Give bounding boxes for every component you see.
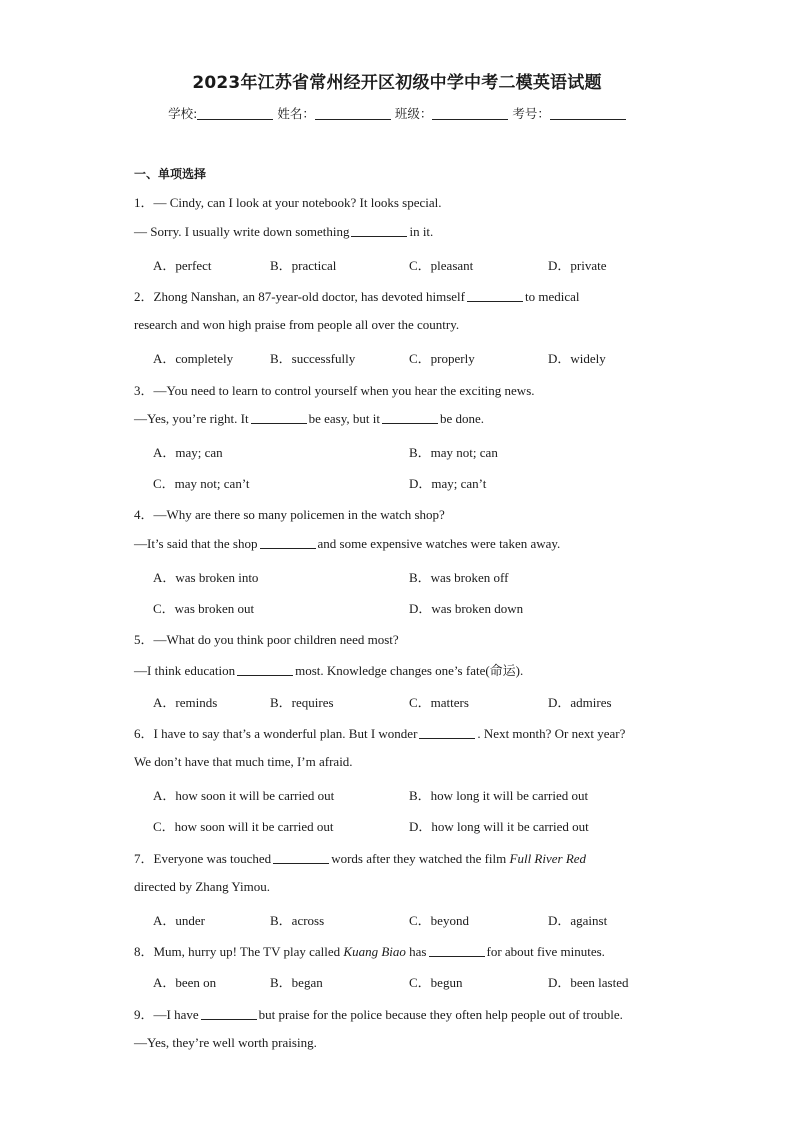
stem-text: 6．I have to say that’s a wonderful plan. But I wonder xyxy=(134,726,418,741)
option-a[interactable]: A．may; can xyxy=(153,445,223,460)
stem-text: —It’s said that the shop xyxy=(134,536,258,551)
school-field xyxy=(168,104,273,122)
option-a[interactable]: A．perfect xyxy=(153,258,212,273)
stem-text: for about five minutes. xyxy=(486,944,605,959)
question-2-stem-cont xyxy=(134,317,459,333)
stem-text: be easy, but it xyxy=(308,411,380,426)
page-title: 2023年江苏省常州经开区初级中学中考二模英语试题 xyxy=(192,73,602,93)
stem-text: 7．Everyone was touched xyxy=(134,851,272,866)
question-6-stem xyxy=(134,723,625,742)
option-a[interactable]: A．how soon it will be carried out xyxy=(153,788,335,803)
option-b[interactable]: B．across xyxy=(270,913,325,928)
option-a[interactable]: A．reminds xyxy=(153,695,218,710)
answer-blank[interactable] xyxy=(382,412,438,424)
option-d[interactable]: D．against xyxy=(548,913,608,928)
stem-text: has xyxy=(409,944,427,959)
answer-blank[interactable] xyxy=(419,727,475,739)
stem-text: 8．Mum, hurry up! The TV play called xyxy=(134,944,341,959)
stem-text: words after they watched the film xyxy=(331,851,507,866)
class-label: 班级： xyxy=(394,106,433,121)
answer-blank[interactable] xyxy=(467,290,523,302)
answer-blank[interactable] xyxy=(429,945,485,957)
stem-text: 5．—What do you think poor children need most? xyxy=(134,632,399,647)
option-d[interactable]: D．how long will it be carried out xyxy=(409,819,589,834)
option-a[interactable]: A．was broken into xyxy=(153,570,259,585)
question-4-reply xyxy=(134,536,560,552)
question-3-reply xyxy=(134,411,484,427)
option-b[interactable]: B．practical xyxy=(270,258,337,273)
stem-text: be done. xyxy=(439,411,485,426)
option-c[interactable]: C．how soon will it be carried out xyxy=(153,819,334,834)
option-d[interactable]: D．widely xyxy=(548,351,606,366)
option-c[interactable]: C．begun xyxy=(409,975,463,990)
stem-text: 9．—I have xyxy=(134,1007,199,1022)
stem-text: 3．—You need to learn to control yourself when you hear the exciting news. xyxy=(134,383,535,398)
stem-text: . Next month? Or next year? xyxy=(477,726,626,741)
question-7-stem-cont xyxy=(134,879,270,895)
option-c[interactable]: C．properly xyxy=(409,351,475,366)
stem-text: 2．Zhong Nanshan, an 87-year-old doctor, has devoted himself xyxy=(134,289,465,304)
question-1-reply xyxy=(134,224,433,240)
question-9-stem xyxy=(134,1004,623,1023)
class-blank[interactable] xyxy=(432,107,508,120)
stem-text: —I think education xyxy=(134,663,236,678)
option-b[interactable]: B．successfully xyxy=(270,351,356,366)
exam-number-blank[interactable] xyxy=(550,107,626,120)
stem-text: research and won high praise from people all over the country. xyxy=(134,317,460,332)
question-5-stem xyxy=(134,629,399,648)
stem-text: — Sorry. I usually write down something xyxy=(134,224,350,239)
option-c[interactable]: C．beyond xyxy=(409,913,469,928)
stem-text: We don’t have that much time, I’m afraid. xyxy=(134,754,353,769)
question-3-stem xyxy=(134,380,535,399)
option-c[interactable]: C．may not; can’t xyxy=(153,476,250,491)
school-label: 学校: xyxy=(168,106,198,121)
option-b[interactable]: B．requires xyxy=(270,695,334,710)
stem-text: 4．—Why are there so many policemen in the watch shop? xyxy=(134,507,445,522)
stem-text: directed by Zhang Yimou. xyxy=(134,879,270,894)
question-6-stem-cont xyxy=(134,754,353,770)
option-a[interactable]: A．under xyxy=(153,913,205,928)
option-a[interactable]: A．been on xyxy=(153,975,217,990)
school-blank[interactable] xyxy=(197,107,273,120)
option-d[interactable]: D．was broken down xyxy=(409,601,524,616)
stem-text: —Yes, you’re right. It xyxy=(134,411,249,426)
answer-blank[interactable] xyxy=(237,664,293,676)
option-c[interactable]: C．matters xyxy=(409,695,469,710)
question-1-stem xyxy=(134,192,442,211)
film-title: Full River Red xyxy=(509,851,587,866)
tv-play-title: Kuang Biao xyxy=(343,944,406,959)
section-title: 一、单项选择 xyxy=(134,167,207,181)
student-info xyxy=(0,104,794,122)
option-b[interactable]: B．was broken off xyxy=(409,570,509,585)
name-field xyxy=(277,104,391,122)
question-2-stem xyxy=(134,286,580,305)
exam-number-field xyxy=(512,104,626,122)
answer-blank[interactable] xyxy=(260,537,316,549)
option-b[interactable]: B．how long it will be carried out xyxy=(409,788,589,803)
option-d[interactable]: D．may; can’t xyxy=(409,476,487,491)
stem-text: and some expensive watches were taken away. xyxy=(317,536,561,551)
answer-blank[interactable] xyxy=(201,1008,257,1020)
option-d[interactable]: D．been lasted xyxy=(548,975,629,990)
stem-text: —Yes, they’re well worth praising. xyxy=(134,1035,317,1050)
answer-blank[interactable] xyxy=(351,225,407,237)
stem-text: but praise for the police because they often help people out of trouble. xyxy=(258,1007,623,1022)
name-blank[interactable] xyxy=(315,107,391,120)
stem-text: to medical xyxy=(525,289,580,304)
option-a[interactable]: A．completely xyxy=(153,351,234,366)
answer-blank[interactable] xyxy=(251,412,307,424)
question-7-stem xyxy=(134,848,586,867)
option-d[interactable]: D．private xyxy=(548,258,607,273)
option-d[interactable]: D．admires xyxy=(548,695,612,710)
option-c[interactable]: C．was broken out xyxy=(153,601,255,616)
answer-blank[interactable] xyxy=(273,852,329,864)
option-b[interactable]: B．began xyxy=(270,975,323,990)
exam-number-label: 考号： xyxy=(512,106,550,121)
question-8-stem xyxy=(134,941,605,960)
name-label: 姓名： xyxy=(277,106,315,121)
question-9-reply xyxy=(134,1035,317,1051)
class-field xyxy=(395,104,509,122)
stem-text: most. Knowledge changes one’s fate(命运). xyxy=(295,663,524,678)
stem-text: in it. xyxy=(409,224,434,239)
question-5-reply xyxy=(134,660,523,679)
stem-text: 1．— Cindy, can I look at your notebook? It looks special. xyxy=(134,195,442,210)
option-c[interactable]: C．pleasant xyxy=(409,258,474,273)
question-4-stem xyxy=(134,504,445,523)
option-b[interactable]: B．may not; can xyxy=(409,445,498,460)
